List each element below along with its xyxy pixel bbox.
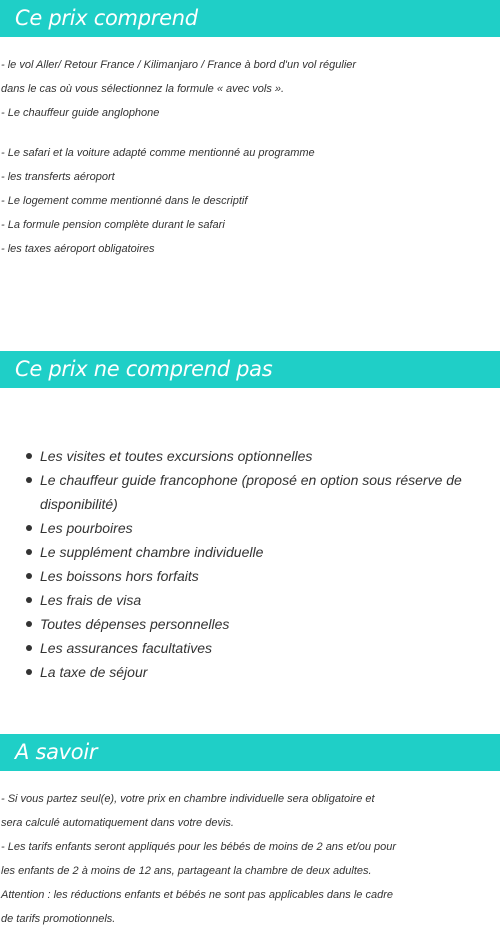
bullet-icon (26, 597, 32, 603)
included-line: dans le cas où vous sélectionnez la formule « avec vols ». (1, 83, 285, 95)
to-know-line: - Les tarifs enfants seront appliqués pour les bébés de moins de 2 ans et/ou pour (1, 841, 397, 853)
bullet-icon (26, 573, 32, 579)
included-line: - Le logement comme mentionné dans le descriptif (1, 195, 248, 207)
list-item-text: Les assurances facultatives (40, 640, 212, 656)
list-item-text: Le supplément chambre individuelle (40, 544, 264, 560)
list-item-text: Le chauffeur guide francophone (proposé en option sous réserve de disponibilité) (40, 472, 462, 512)
list-item-text: Les frais de visa (40, 592, 142, 608)
bullet-icon (26, 621, 32, 627)
list-item-text: Toutes dépenses personnelles (40, 616, 230, 632)
to-know-line: Attention : les réductions enfants et bébés ne sont pas applicables dans le cadre (1, 889, 393, 901)
included-line: - les taxes aéroport obligatoires (1, 243, 155, 255)
bullet-icon (26, 669, 32, 675)
to-know-line: sera calculé automatiquement dans votre devis. (1, 817, 234, 829)
list-item (0, 564, 500, 588)
to-know-line: les enfants de 2 à moins de 12 ans, partageant la chambre de deux adultes. (1, 865, 372, 877)
included-line: - Le chauffeur guide anglophone (1, 107, 160, 119)
included-line: - le vol Aller/ Retour France / Kilimanjaro / France à bord d'un vol régulier (1, 59, 357, 71)
list-item-text: Les pourboires (40, 520, 133, 536)
list-item (0, 588, 500, 612)
bullet-icon (26, 645, 32, 651)
included-line: - les transferts aéroport (1, 171, 115, 183)
included-text-block-1 (1, 53, 500, 125)
bullet-icon (26, 525, 32, 531)
bullet-icon (26, 549, 32, 555)
bullet-icon (26, 453, 32, 459)
section-title-not-included: Ce prix ne comprend pas (0, 351, 500, 388)
section-title-included: Ce prix comprend (0, 0, 500, 37)
to-know-line: de tarifs promotionnels. (1, 913, 116, 925)
list-item (0, 660, 500, 684)
list-item (0, 636, 500, 660)
section-title-to-know: A savoir (0, 734, 500, 771)
list-item (0, 516, 500, 540)
included-line: - Le safari et la voiture adapté comme mentionné au programme (1, 147, 315, 159)
list-item-text: La taxe de séjour (40, 664, 148, 680)
bullet-icon (26, 477, 32, 483)
list-item (0, 468, 500, 516)
not-included-list (0, 444, 500, 684)
list-item-text: Les visites et toutes excursions optionnelles (40, 448, 313, 464)
list-item (0, 540, 500, 564)
list-item-text: Les boissons hors forfaits (40, 568, 199, 584)
to-know-text-block (1, 787, 500, 931)
list-item (0, 612, 500, 636)
to-know-line: - Si vous partez seul(e), votre prix en chambre individuelle sera obligatoire et (1, 793, 375, 805)
included-line: - La formule pension complète durant le safari (1, 219, 225, 231)
included-text-block-2 (1, 141, 500, 261)
list-item (0, 444, 500, 468)
